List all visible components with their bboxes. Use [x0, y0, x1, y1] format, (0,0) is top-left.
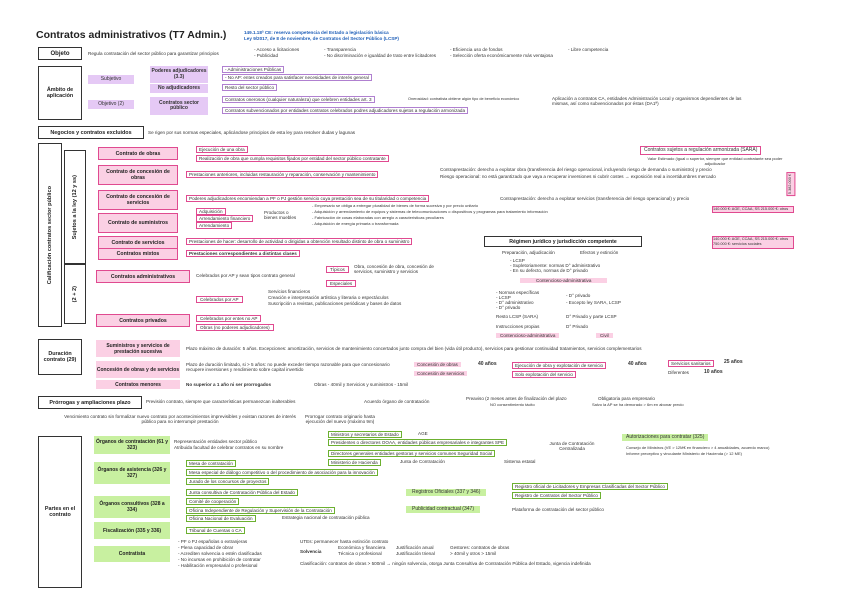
objeto-text: Regula contratación del sector público para garantizar principios: [88, 51, 219, 56]
contrato-concesion-servicios: Contrato de concesión de servicios: [98, 190, 178, 210]
contencioso-box: Contencioso-administrativa: [520, 278, 607, 283]
sum-mode: Adquisición: [196, 208, 226, 215]
consult-item: Comité de cooperación: [186, 498, 239, 505]
tipicos-tag: Típicos: [326, 266, 349, 273]
aplicacion-da1: Aplicación a contratos CA, entidades Administración Local y organismos dependientes de las mismas, así como subvencionados por éstas (DA1ª): [552, 96, 742, 107]
mixtos-text: Prestaciones correspondientes a distintas clases: [186, 250, 300, 257]
suministros-servicios-sucesiva: Suministros y servicios de prestación sucesiva: [96, 340, 180, 357]
concesion-servicios-text: Poderes adjudicadores encomiendan a PF o PJ gestión servicio cuya prestación sea de su titularidad o competencia: [186, 195, 429, 202]
vencimiento-text: Vencimiento contrato sin formalizar nuevo contrato por acontecimientos imprevisibles y existan razones de interés público para no interrumpir prestación: [64, 414, 296, 425]
contratista-item: - No incursas en prohibición de contratar: [178, 557, 261, 562]
principle-item: - Acceso a licitaciones: [254, 47, 300, 52]
priv-ap-item: Creación e interpretación artística y literaria o espectáculos: [268, 295, 389, 300]
art2-label: (2 + 2): [72, 285, 78, 303]
sum-item: - Adquisición y arrendamiento de equipos y sistemas de telecomunicaciones o dispositivos y programas para tratamiento información: [312, 209, 548, 214]
solo-expl: Solo explotación del servicio: [512, 371, 576, 378]
consult-item: Junta consultiva de Contratación Pública del Estado: [186, 489, 298, 496]
partes-box: Partes en el contrato: [38, 436, 82, 588]
contrato-suministros: Contrato de suministros: [98, 213, 178, 233]
sum-mode: Arrendamiento financiero: [196, 215, 253, 222]
sara-note: Valor Estimado (igual o superior, siempre que entidad contratante sea poder adjudicador: [647, 156, 783, 167]
prorrogas-box: Prórrogas y ampliaciones plazo: [38, 396, 142, 409]
poderes-adjudicadores: Poderes adjudicadores (3.3): [150, 66, 208, 83]
obras-item: Ejecución de una obra: [196, 146, 248, 153]
prorrogas-text: Previsión contrato, siempre que características permanezcan inalterables: [146, 399, 296, 404]
priv-right: - D° administrativo: [496, 300, 534, 305]
autorizaciones-box: Autorizaciones para contratar (325): [622, 434, 708, 441]
sum-item: - Empresario se obliga a entregar pluralidad de bienes de forma sucesiva y por precio unitario: [312, 203, 479, 208]
regimen-juridico-box: Régimen jurídico y jurisdicción competente: [484, 236, 642, 247]
priv-right: - Excepto ley SARA, LCSP: [566, 300, 621, 305]
priv-right: Contencioso-administrativa: [496, 333, 559, 338]
no-adjudicadores: No adjudicadores: [150, 84, 208, 93]
menores-text: No superior a 1 año ni ser prorrogados: [186, 382, 272, 387]
publicidad-contractual: Publicidad contractual (347): [406, 506, 480, 513]
contratista: Contratista: [94, 546, 170, 562]
tribunal-cuentas: Tribunal de Cuentas o CA: [186, 527, 245, 534]
contratos-mixtos: Contratos mixtos: [98, 248, 178, 260]
ministros-item: Ministerio de Hacienda: [328, 459, 381, 466]
no-tacita: NO consentimiento tácito: [490, 402, 535, 407]
sara-box: Contratos sujetos a regulación armonizada (SARA): [640, 146, 761, 155]
sum-serv-text: Plazo máximo de duración: 5 años. Excepciones: amortización, servicios de mantenimiento concertados junto compra del bien (vida útil producto), servicios para gestionar continuidad tratamientos, servicios complementarios: [186, 346, 642, 351]
fiscalizacion: Fiscalización (335 y 336): [94, 522, 170, 539]
contratos-sector-publico: Contratos sector público: [150, 97, 208, 115]
subtitle-ce: 149.1.18ª CE: reserva competencia del Estado a legislación básica: [244, 30, 389, 35]
utes-text: UTEs: permanecer hasta extinción contrato: [300, 539, 389, 544]
page-title: Contratos administrativos (T7 Admin.): [36, 29, 227, 41]
contratos-subvencionados: Contratos subvencionados por entidades contratos celebrados podres adjudicadores sujetos a regulación armonizada: [222, 107, 468, 114]
serv-sanitarios-v: 25 años: [724, 359, 743, 365]
reg-item: - Supletoriamente: normas D° administrativo: [510, 263, 601, 268]
asist-item: Jurado de los concursos de proyectos: [186, 478, 269, 485]
priv-noap: Celebrados por entes no AP: [196, 315, 261, 322]
junta-contratacion: Junta de Contratación: [400, 459, 445, 464]
solvencia-label: Solvencia: [300, 549, 322, 554]
org-contr-text: Atribuida facultad de celebrar contratos en su nombre: [174, 445, 284, 450]
contratista-item: - PF o PJ españolas o extranjeras: [178, 539, 248, 544]
menores-amt: Obras - 40mil y Servicios y suministros - 15mil: [314, 382, 409, 387]
servicios-text: Prestaciones de hacer: desarrollo de actividad o dirigidas a obtención resultado distinto de obra o suministro: [186, 238, 412, 245]
art2-box: [64, 264, 86, 324]
adm-text: Celebrados por AP y sean tipos contrato general: [196, 273, 295, 278]
gestion-item: > 40mil y otros > 15mil: [450, 551, 497, 556]
subtitle-law: Ley 9/2017, de 8 de noviembre, de Contratos del Sector Público (LCSP): [244, 36, 399, 41]
principle-item: - Transparencia: [324, 47, 356, 52]
acuerdo-organo: Acuerdo órgano de contratación: [364, 399, 430, 404]
principle-item: - Selección oferta económicamente más ventajosa: [450, 53, 553, 58]
priv-right: Civil: [596, 333, 613, 338]
contratos-menores: Contratos menores: [96, 380, 180, 389]
priv-right: Instrucciones propias: [496, 324, 540, 329]
contrato-servicios: Contrato de servicios: [98, 236, 178, 249]
reg-item: - LCSP: [510, 258, 525, 263]
negocios-text: Se rigen por sus normas especiales, aplicándose principios de esta ley para resolver dudas y lagunas: [148, 130, 356, 135]
diferentes: Diferentes: [668, 370, 689, 375]
organos-asistencia: Órganos de asistencia (326 y 327): [94, 462, 170, 484]
priv-right: Resto LCSP (SARA): [496, 314, 539, 319]
onerosidad-note: Onerosidad: contratista obtiene algún tipo de beneficio económico: [408, 97, 520, 101]
priv-right: D° Privado: [566, 324, 589, 329]
objetivo-tag: Objetivo (2): [88, 100, 134, 109]
priv-otras: Obras (no poderes adjudicadores): [196, 324, 274, 331]
subjetivo-tag: Subjetivo: [88, 75, 134, 84]
calificacion-label: Calificación contratos sector público: [47, 185, 53, 285]
sum-item: - Fabricación de cosas elaboradas con arreglo a características peculiares: [312, 215, 444, 220]
ejec-expl-v: 40 años: [628, 361, 647, 367]
priv-ap-item: Servicios financieros: [268, 289, 311, 294]
concesion-obras-servicios: Concesión de obras y de servicios: [96, 361, 180, 378]
especiales-tag: Especiales: [326, 280, 356, 287]
priv-right: - D° privado: [566, 293, 591, 298]
contratos-onerosos: Contratos onerosos (cualquier naturaleza) que celebren entidades art. 3: [222, 96, 375, 103]
objeto-box: Objeto: [38, 47, 82, 60]
priv-right: - D° privado: [496, 305, 521, 310]
registro-item: Registro oficial de Licitadores y Empresas Clasificadas del Sector Público: [512, 483, 668, 490]
autoriz-item: Informe preceptivo y vinculante Ministerio de Hacienda (> 12 ME): [626, 451, 742, 456]
registro-item: Registro de Contratos del Sector Público: [512, 492, 601, 499]
consult-item: Oficina Independiente de Regulación y Supervisión de la Contratación: [186, 507, 335, 514]
asist-item: Mesa de contratación: [186, 460, 236, 467]
threshold-obras: 5.382.000 €: [786, 172, 795, 196]
priv-ap-item: Suscripción a revistas, publicaciones periódicas y bases de datos: [268, 301, 402, 306]
calificacion-box: [38, 143, 62, 327]
preaviso: Preaviso (2 meses antes de finalización del plazo: [466, 396, 567, 401]
duracion-box: Duración contrato (29): [38, 339, 82, 375]
sum-mode: Arrendamiento: [196, 222, 232, 229]
prorrogar-text: Prorrogar contrato originario hasta ejecución del nuevo (máximo 9m): [305, 414, 375, 425]
sujetos-box: [64, 150, 86, 264]
contratista-item: - Habilitación empresarial o profesional: [178, 563, 258, 568]
ministros-item: Ministros y secretarios de Estado: [328, 431, 402, 438]
contratos-privados: Contratos privados: [96, 314, 190, 327]
solv-item: Técnica o profesional: [338, 551, 382, 556]
ejec-expl: Ejecución de obra y explotación de servicio: [512, 362, 606, 369]
org-contr-text: Representación entidades sector público: [174, 439, 257, 444]
ambito-box: Ámbito de aplicación: [38, 66, 82, 120]
just-item: Justificación trienal: [396, 551, 435, 556]
age-label: AGE: [418, 431, 428, 436]
priv-right: - Normas específicas: [496, 290, 540, 295]
tipicos-text: Obra, concesión de obra, concesión de servicios, suministro y servicios: [354, 264, 434, 275]
dur-conc-servicios: Concesión de servicios: [414, 371, 467, 376]
priv-ap: Celebrados por AP: [196, 296, 243, 303]
obligatoria: Obligatoria para empresario: [598, 396, 655, 401]
organos-contratacion: Órganos de contratación (61 y 323): [94, 436, 170, 454]
serv-sanitarios: Servicios sanitarios: [668, 360, 714, 367]
clasificacion-text: Clasificación: contratos de obras > 500mil → ningún solvencia, otorga Junta Consultiva de Contratación Pública del Estado, vigencia indefinida: [300, 561, 591, 566]
negocios-excluidos-box: Negocios y contratos excluidos: [38, 126, 144, 139]
organos-consultivos: Órganos consultivos (328 a 334): [94, 496, 170, 518]
conc-text: Plazo de duración limitado, si > 5 años: no puede exceder tiempo razonable para que concesionario recupere inversiones y rendimiento sobre capital invertido: [186, 362, 390, 373]
sistema-estatal: Sistema estatal: [504, 459, 536, 464]
productos-muebles: Productos o bienes muebles: [264, 210, 297, 221]
ministros-item: Directores generales entidades gestoras y servicios comunes Seguridad Social: [328, 450, 495, 457]
obras-item: Realización de obra que cumpla requisitos fijados por entidad del sector público contratante: [196, 155, 389, 162]
resto-sp: Resto del sector público: [222, 84, 277, 91]
registros-oficiales: Registros Oficiales (337 y 346): [406, 489, 486, 496]
gestion-item: Gestores: contratos de obras: [450, 545, 510, 550]
dur-conc-obras-v: 40 años: [478, 361, 497, 367]
no-ap-item: - No AP: entes creados para satisfacer necesidades de interés general: [222, 74, 372, 81]
estrategia-nacional: Estrategia nacional de contratación pública: [282, 515, 370, 520]
plataforma-contratacion: Plataforma de contratación del sector público: [512, 507, 604, 512]
concesion-obras-text: Prestaciones anteriores, incluidas restauración y reparación, conservación y mantenimiento: [186, 171, 378, 178]
dur-conc-obras: Concesión de obras: [414, 362, 461, 367]
contrato-obras: Contrato de obras: [98, 147, 178, 160]
diferentes-v: 10 años: [704, 369, 723, 375]
principle-item: - Libre competencia: [568, 47, 609, 52]
priv-right: - LCSP: [496, 295, 511, 300]
sum-item: - Adquisición de energía primaria o transformada: [312, 221, 399, 226]
contratista-item: - Acrediten solvencia o estén clasificadas: [178, 551, 262, 556]
contrato-concesion-obras: Contrato de concesión de obras: [98, 165, 178, 185]
regimen-efectos: Efectos y extinción: [580, 250, 619, 255]
asist-item: Mesa especial de diálogo competitivo o del procedimiento de asociación para la innovación: [186, 469, 378, 476]
sujetos-label: Sujetos a la ley (12 y ss): [72, 174, 78, 240]
contratos-administrativos: Contratos administrativos: [96, 270, 190, 283]
just-item: Justificación anual: [396, 545, 434, 550]
threshold-suministros: 140.000 €: AGE, CCAA, SS 215.000 €: otros: [712, 206, 794, 213]
ap-item: - Administraciones Públicas: [222, 66, 284, 73]
principle-item: - Publicidad: [254, 53, 279, 58]
junta-centralizada: Junta de Contratación Centralizada: [549, 441, 595, 452]
reg-item: - En su defecto, normas de D° privado: [510, 268, 588, 273]
consult-item: Oficina Nacional de Evaluación: [186, 515, 256, 522]
regimen-preparacion: Preparación, adjudicación: [502, 250, 555, 255]
principle-item: - No discriminación e igualdad de trato entre licitadores: [324, 53, 437, 58]
ministros-item: Presidentes o directores OOAA, entidades públicas empresariales e integrantes SPE: [328, 439, 507, 446]
contraprestacion-obras: Contraprestación: derecho a explotar obra (transferencia del riesgo operacional, incluyendo riesgo de demanda o suministro) y precio: [440, 167, 712, 172]
salvo-ap: Salvo la AP se ha demorado > 6m en abonar precio: [592, 402, 684, 407]
autoriz-item: Consejo de Ministros (VE > 12M€ en financiero > 4 anualidades, acuerdo marco): [626, 445, 770, 450]
priv-right: D° Privado y parte LCSP: [566, 314, 617, 319]
contratista-item: - Plena capacidad de obrar: [178, 545, 234, 550]
principle-item: - Eficiencia uso de fondos: [450, 47, 503, 52]
riesgo-operacional: Riesgo operacional: no está garantizado que vaya a recuperar inversiones ni cubrir costes → exposición real a incertidumbres mercado: [440, 174, 716, 179]
threshold-servicios: 140.000 €: AGE, CCAA, SS 215.000 €: otros 750.000 €: servicios sociales: [712, 236, 794, 249]
solv-item: Económica y financiera: [338, 545, 386, 550]
contraprestacion-servicios: Contraprestación: derecho a explotar servicios (transferencia del riesgo operacional) y precio: [500, 196, 690, 201]
